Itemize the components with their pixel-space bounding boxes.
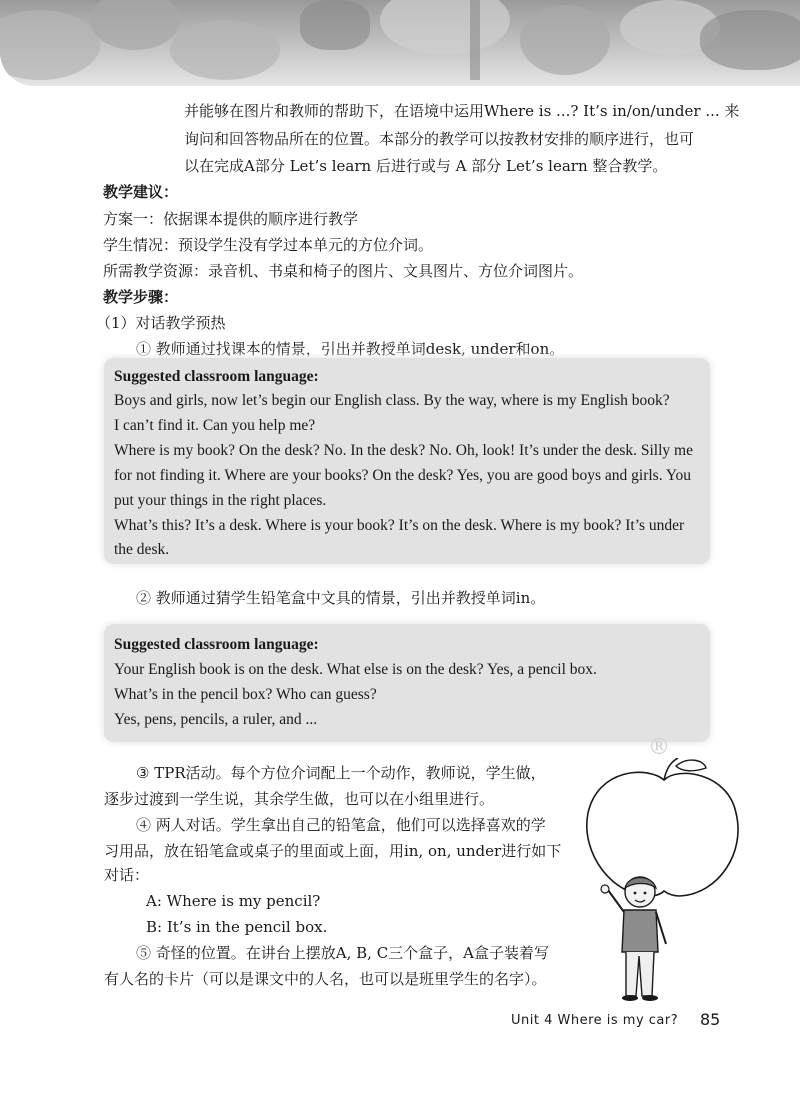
item3-line-1: ③ TPR活动。每个方位介词配上一个动作，教师说，学生做， — [136, 764, 546, 782]
item5-line-2: 有人名的卡片（可以是课文中的人名，也可以是班里学生的名字）。 — [104, 970, 547, 988]
step1-item1: ① 教师通过找课本的情景，引出并教授单词desk, under和on。 — [136, 340, 565, 358]
header-banner — [0, 0, 800, 86]
student-situation: 学生情况：预设学生没有学过本单元的方位介词。 — [103, 236, 434, 254]
classroom-language-box-2 — [104, 624, 710, 742]
box1-line: I can’t find it. Can you help me? — [114, 417, 316, 434]
box2-heading: Suggested classroom language: — [114, 636, 319, 653]
box1-line: the desk. — [114, 541, 170, 558]
dialogue-line-a: A: Where is my pencil? — [146, 892, 321, 910]
dialogue-line-b: B: It’s in the pencil box. — [146, 918, 328, 936]
box1-line: Where is my book? On the desk? No. In the desk? No. Oh, look! It’s under the desk. Silly me — [114, 442, 693, 459]
item3-line-2: 逐步过渡到一学生说，其余学生做，也可以在小组里进行。 — [104, 790, 495, 808]
boy-illustration — [600, 872, 680, 1002]
intro-line-2: 询问和回答物品所在的位置。本部分的教学可以按教材安排的顺序进行，也可 — [184, 130, 695, 148]
item4-line-3: 对话： — [104, 866, 150, 884]
steps-heading: 教学步骤： — [103, 288, 179, 306]
box1-line: What’s this? It’s a desk. Where is your book? It’s on the desk. Where is my book? It’s under — [114, 517, 685, 534]
box1-heading: Suggested classroom language: — [114, 368, 319, 385]
box2-line: Yes, pens, pencils, a ruler, and ... — [114, 711, 318, 728]
box1-line: for not finding it. Where are your books? On the desk? Yes, you are good boys and girls. You — [114, 467, 692, 484]
box2-line: What’s in the pencil box? Who can guess? — [114, 686, 377, 703]
suggestions-heading: 教学建议： — [103, 183, 179, 201]
watermark-mark: ® — [648, 735, 670, 760]
classroom-language-box-1 — [104, 358, 710, 564]
plan-line: 方案一：依据课本提供的顺序进行教学 — [103, 210, 359, 228]
intro-line-3: 以在完成A部分 Let’s learn 后进行或与 A 部分 Let’s learn 整合教学。 — [184, 157, 668, 175]
box1-line: Boys and girls, now let’s begin our English class. By the way, where is my English book? — [114, 392, 670, 409]
step1-item2: ② 教师通过猜学生铅笔盒中文具的情景，引出并教授单词in。 — [136, 589, 546, 607]
item4-line-1: ④ 两人对话。学生拿出自己的铅笔盒，他们可以选择喜欢的学 — [136, 816, 546, 834]
step1-title: （1）对话教学预热 — [96, 314, 226, 332]
item4-line-2: 习用品，放在铅笔盒或桌子的里面或上面，用in, on, under进行如下 — [104, 842, 562, 860]
footer-unit: Unit 4 Where is my car? — [511, 1013, 679, 1028]
resources-line: 所需教学资源：录音机、书桌和椅子的图片、文具图片、方位介词图片。 — [103, 262, 584, 280]
item5-line-1: ⑤ 奇怪的位置。在讲台上摆放A, B, C三个盒子，A盒子装着写 — [136, 944, 550, 962]
box1-line: put your things in the right places. — [114, 492, 327, 509]
page-number: 85 — [700, 1010, 721, 1029]
box2-line: Your English book is on the desk. What else is on the desk? Yes, a pencil box. — [114, 661, 597, 678]
intro-line-1: 并能够在图片和教师的帮助下，在语境中运用Where is ...? It’s in/on/under ... 来 — [184, 102, 740, 120]
